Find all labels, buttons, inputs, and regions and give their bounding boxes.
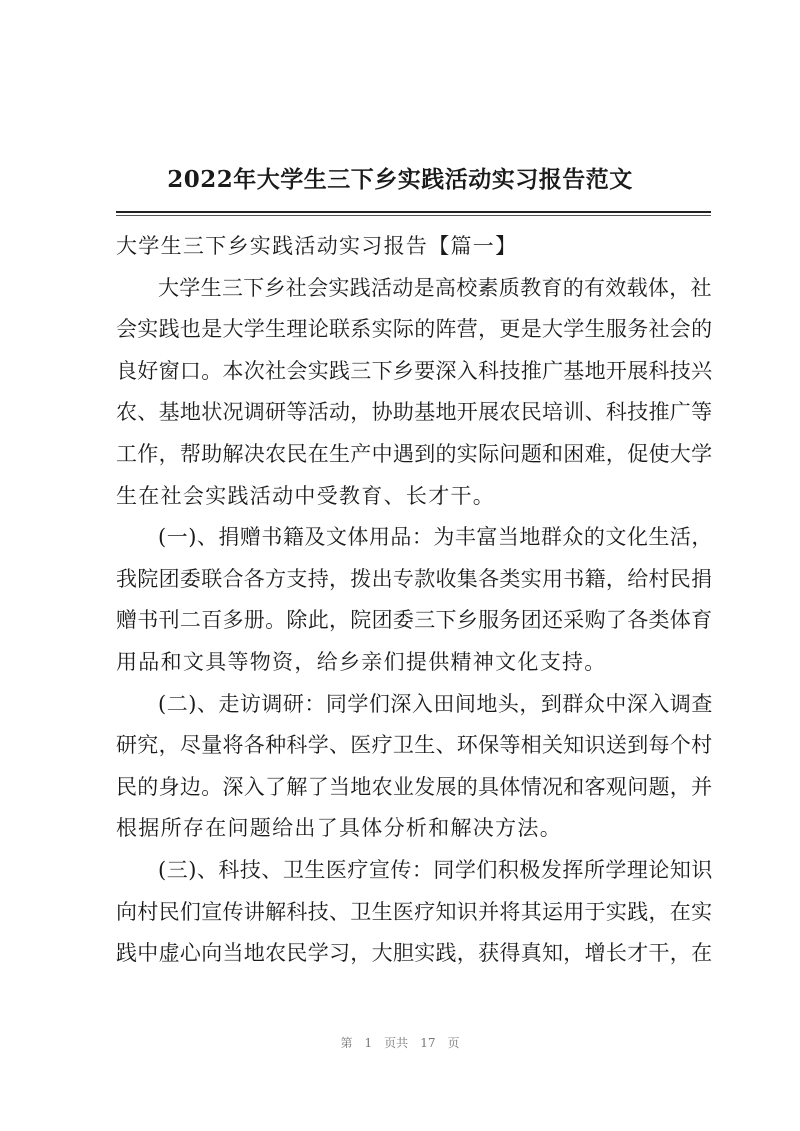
section-heading: 大学生三下乡实践活动实习报告【篇一】 <box>116 234 518 258</box>
text-line: 工作，帮助解决农民在生产中遇到的实际问题和困难，促使大学 <box>116 441 713 466</box>
text-line: (一)、捐赠书籍及文体用品：为丰富当地群众的文化生活， <box>158 525 713 550</box>
footer-prefix: 第 <box>340 1036 353 1050</box>
text-line: (二)、走访调研：同学们深入田间地头，到群众中深入调查 <box>158 691 713 716</box>
text-line: 我院团委联合各方支持，拨出专款收集各类实用书籍，给村民捐 <box>116 566 713 591</box>
text-line: 研究，尽量将各种科学、医疗卫生、环保等相关知识送到每个村 <box>116 733 713 758</box>
document-body <box>116 226 716 975</box>
text-line: (三)、科技、卫生医疗宣传：同学们积极发挥所学理论知识 <box>158 857 713 882</box>
document-title: 2022年大学生三下乡实践活动实习报告范文 <box>167 166 633 193</box>
text-line: 大学生三下乡社会实践活动是高校素质教育的有效载体，社 <box>158 275 712 300</box>
title-rule-thin <box>116 215 711 216</box>
paragraph-lines <box>116 268 716 975</box>
footer-total-pages: 17 <box>420 1036 436 1050</box>
title-rule-thick <box>116 211 711 213</box>
text-line: 民的身边。深入了解了当地农业发展的具体情况和客观问题，并 <box>116 774 713 799</box>
footer-suffix: 页 <box>447 1036 460 1050</box>
text-line: 农、基地状况调研等活动，协助基地开展农民培训、科技推广等 <box>116 400 713 425</box>
page-footer <box>0 1034 800 1051</box>
text-line: 用品和文具等物资，给乡亲们提供精神文化支持。 <box>116 649 607 674</box>
text-line: 生在社会实践活动中受教育、长才干。 <box>116 483 496 508</box>
text-line: 向村民们宣传讲解科技、卫生医疗知识并将其运用于实践，在实 <box>116 899 713 924</box>
text-line: 赠书刊二百多册。除此，院团委三下乡服务团还采购了各类体育 <box>116 608 713 633</box>
text-line: 践中虚心向当地农民学习，大胆实践，获得真知，增长才干，在 <box>116 941 713 966</box>
text-line: 会实践也是大学生理论联系实际的阵营，更是大学生服务社会的 <box>116 317 713 342</box>
text-line: 根据所存在问题给出了具体分析和解决方法。 <box>116 816 562 841</box>
footer-middle: 页共 <box>384 1036 409 1050</box>
text-line: 良好窗口。本次社会实践三下乡要深入科技推广基地开展科技兴 <box>116 358 713 383</box>
footer-page-number: 1 <box>364 1036 373 1050</box>
